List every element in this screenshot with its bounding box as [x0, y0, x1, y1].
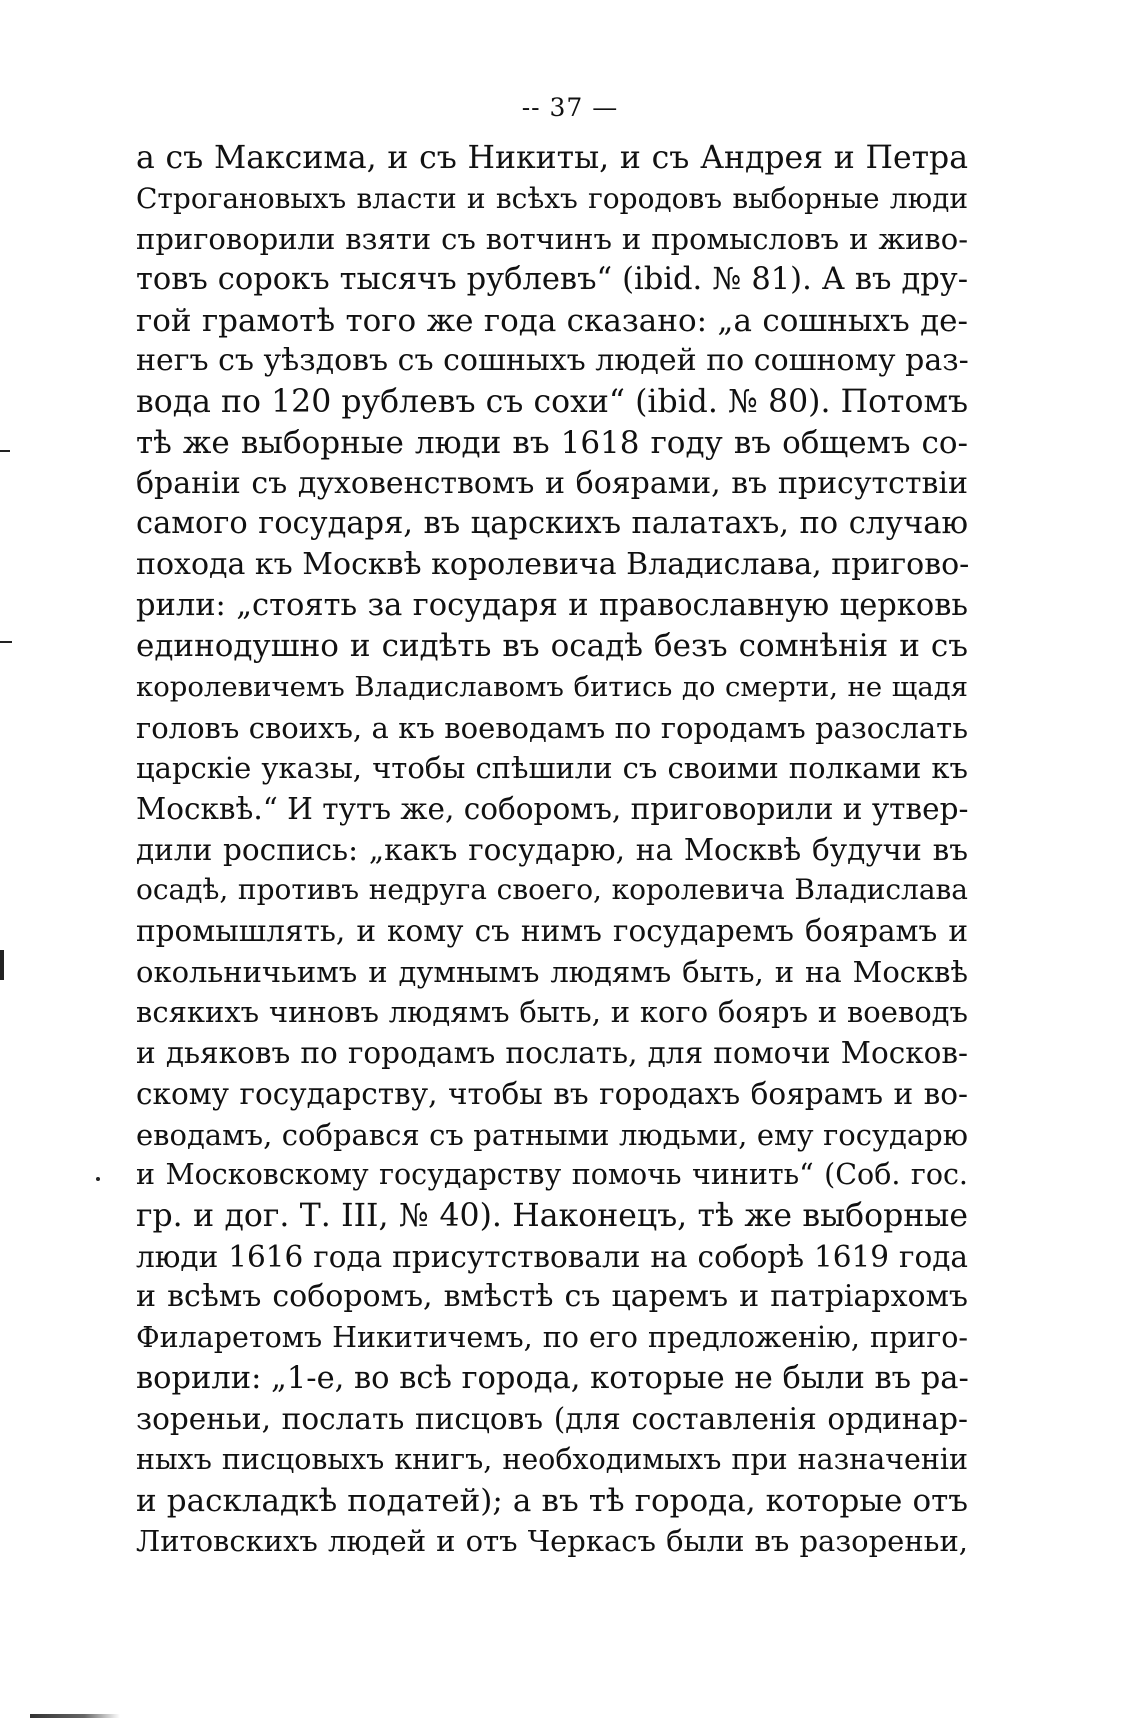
text-line: товъ сорокъ тысячъ рублевъ“ (ibid. № 81). А въ дру- — [136, 262, 968, 298]
text-line: Литовскихъ людей и отъ Черкасъ были въ разореньи, — [136, 1524, 968, 1559]
text-line: скому государству, чтобы въ городахъ боярамъ и во- — [136, 1076, 968, 1111]
text-line: а съ Максима, и съ Никиты, и съ Андрея и Петра — [136, 140, 968, 176]
scan-edge-mark — [0, 641, 12, 643]
text-line: головъ своихъ, а къ воеводамъ по городамъ разослать — [136, 710, 968, 745]
text-line: и дьяковъ по городамъ послать, для помочи Москов- — [136, 1036, 968, 1071]
text-line: еводамъ, собрався съ ратными людьми, ему государю — [136, 1117, 968, 1152]
text-line: ныхъ писцовыхъ книгъ, необходимыхъ при назначеніи — [136, 1443, 968, 1476]
text-line: окольничьимъ и думнымъ людямъ быть, и на Москвѣ — [136, 954, 968, 989]
text-line: ворили: „1-е, во всѣ города, которые не были въ ра- — [136, 1360, 969, 1396]
text-line: царскіе указы, чтобы спѣшили съ своими полками къ — [136, 751, 968, 786]
text-line: гр. и дог. Т. III, № 40). Наконецъ, тѣ же выборные — [136, 1197, 968, 1234]
text-line: всякихъ чиновъ людямъ быть, и кого бояръ и воеводъ — [136, 995, 968, 1030]
text-line: тѣ же выборные люди въ 1618 году въ общемъ со- — [136, 424, 968, 461]
text-line: осадѣ, противъ недруга своего, королевича Владислава — [136, 873, 968, 907]
text-line: негъ съ уѣздовъ съ сошныхъ людей по сошному раз- — [136, 343, 969, 379]
text-line: гой грамотѣ того же года сказано: „а сошныхъ де- — [136, 302, 968, 339]
scan-edge-mark — [0, 950, 4, 980]
text-line: Москвѣ.“ И тутъ же, соборомъ, приговорили и утвер- — [136, 792, 969, 826]
text-line: дили роспись: „какъ государю, на Москвѣ будучи въ — [136, 832, 968, 867]
text-line: королевичемъ Владиславомъ битись до смерти, не щадя — [136, 670, 968, 703]
page-number: -- 37 — — [521, 93, 619, 122]
text-line: вода по 120 рублевъ съ сохи“ (ibid. № 80). Потомъ — [136, 384, 968, 421]
text-line: браніи съ духовенствомъ и боярами, въ присутствіи — [136, 465, 968, 501]
text-line: единодушно и сидѣть въ осадѣ безъ сомнѣнія и съ — [136, 628, 968, 665]
text-line: и Московскому государству помочь чинить“ (Соб. гос. — [136, 1158, 968, 1192]
body-text — [136, 138, 968, 1562]
text-line: самого государя, въ царскихъ палатахъ, по случаю — [136, 506, 968, 542]
text-line: люди 1616 года присутствовали на соборѣ 1619 года — [136, 1239, 968, 1274]
text-line: зореньи, послать писцовъ (для составленія ординар- — [136, 1402, 968, 1437]
text-line: промышлять, и кому съ нимъ государемъ боярамъ и — [136, 914, 968, 949]
scan-bottom-smudge — [30, 1714, 120, 1718]
text-line: Строгановыхъ власти и всѣхъ городовъ выборные люди — [136, 181, 968, 215]
text-line: и раскладкѣ податей); а въ тѣ города, которые отъ — [136, 1482, 968, 1519]
text-line: рили: „стоять за государя и православную церковь — [136, 587, 968, 623]
text-line: Филаретомъ Никитичемъ, по его предложенію, приго- — [136, 1320, 968, 1354]
text-line: приговорили взяти съ вотчинъ и промысловъ и живо- — [136, 222, 968, 257]
text-line: и всѣмъ соборомъ, вмѣстѣ съ царемъ и патріархомъ — [136, 1279, 968, 1315]
scan-edge-mark — [0, 450, 10, 452]
scan-edge-mark — [96, 1177, 100, 1181]
text-line: похода къ Москвѣ королевича Владислава, пригово- — [136, 546, 970, 582]
